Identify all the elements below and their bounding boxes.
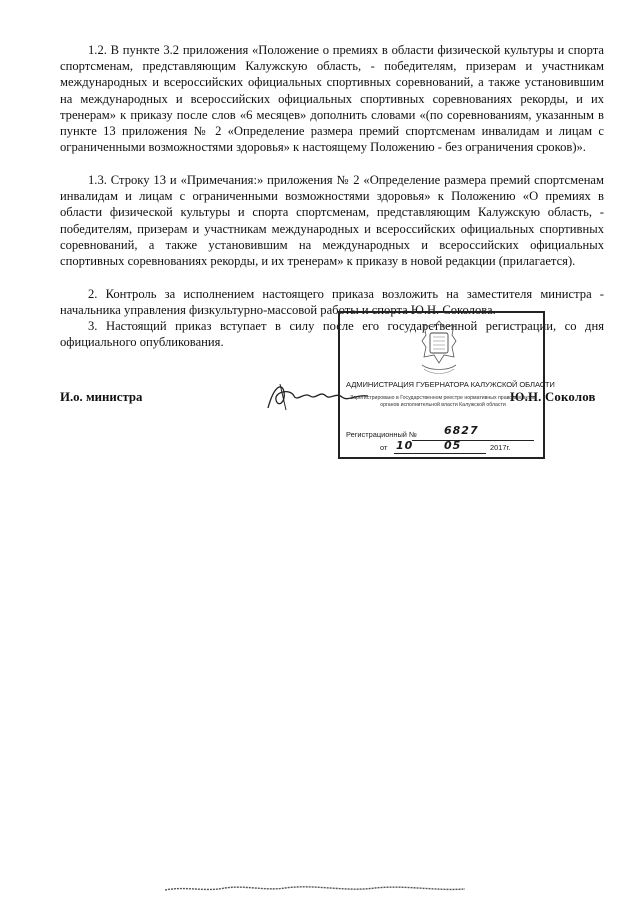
paragraph-2: 2. Контроль за исполнением настоящего приказа возложить на заместителя министра - начальника управления физкультурно-массовой работы и спорта Ю.Н. Соколова. bbox=[60, 287, 604, 318]
paragraph-1-2: 1.2. В пункте 3.2 приложения «Положение о премиях в области физической культуры и спорта спортсменам, представляющим Калужскую область, - победителям, призерам и участникам международных и всероссийских официальных спортивных соревнований, а также установившим на международных и всероссийских официальных спортивных соревнованиях рекорды, и их тренерам» к приказу после слов «6 месяцев» дополнить словами «(по соревнованиям, указанным в пункте 13 приложения № 2 «Определение размера премий спортсменам инвалидам и лицам с ограниченными возможностями здоровья» к настоящему Положению - без ограничения сроков)». bbox=[60, 43, 604, 155]
stamp-registration-note: Зарегистрировано в Государственном реестре нормативных правовых актов органов исполнительной власти Калужской области bbox=[350, 395, 536, 408]
stamp-date-year: 2017г. bbox=[490, 443, 511, 452]
stamp-date-day: 10 bbox=[396, 439, 414, 452]
signatory-name: Ю.Н. Соколов bbox=[510, 390, 596, 404]
stamp-date-month: 05 bbox=[444, 439, 462, 452]
stamp-reg-label: Регистрационный № bbox=[346, 430, 417, 439]
paragraph-1-3: 1.3. Строку 13 и «Примечания:» приложения № 2 «Определение размера премий спортсменам инвалидам и лицам с ограниченными возможностями здоровья» к Положению «О премиях в области физической культуры и спорта спортсменам, представляющим Калужскую область, - победителям, призерам и участникам международных и всероссийских официальных спортивных соревнований, а также установившим на международных и всероссийских официальных спортивных соревнованиях рекорды, и их тренерам» к приказу в новой редакции (прилагается). bbox=[60, 173, 604, 269]
stamp-date-prefix: от bbox=[380, 443, 388, 452]
scan-artifact bbox=[165, 880, 465, 896]
stamp-date-underline bbox=[394, 453, 486, 454]
coat-of-arms-icon bbox=[416, 319, 462, 377]
stamp-authority: АДМИНИСТРАЦИЯ ГУБЕРНАТОРА КАЛУЖСКОЙ ОБЛАСТИ bbox=[346, 380, 555, 389]
stamp-reg-underline bbox=[412, 440, 534, 441]
stamp-reg-number: 6827 bbox=[444, 424, 479, 437]
paragraph-3: 3. Настоящий приказ вступает в силу после его государственной регистрации, со дня официального опубликования. bbox=[60, 319, 604, 350]
signatory-title: И.о. министра bbox=[60, 390, 143, 404]
